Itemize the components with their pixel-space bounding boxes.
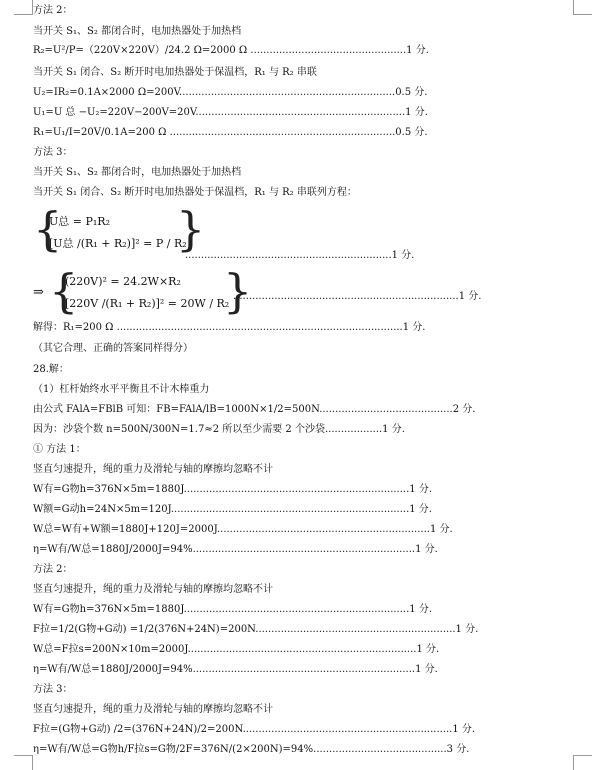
equation-system-1: [33, 202, 573, 261]
text-line: W有=G物h=376N×5m=1880J.......................................................................1 分.: [33, 604, 432, 615]
text-line: 竖直匀速提升，绳的重力及滑轮与轴的摩擦均忽略不计: [33, 584, 273, 595]
text-line: 方法 3：: [33, 684, 73, 695]
text-line: 方法 2：: [33, 564, 73, 575]
left-brace-icon: {: [49, 264, 79, 318]
text-line: ① 方法 1：: [33, 444, 86, 455]
page-corner-mark-top-right: [573, 0, 592, 15]
text-line: 当开关 S₁、S₂ 都闭合时，电加热器处于加热档: [33, 167, 242, 178]
text-line: 方法 3：: [33, 147, 73, 158]
text-line: W总=F拉s=200N×10m=2000J........................................................................1 分.: [33, 644, 440, 655]
text-line: 因为：沙袋个数 n=500N/300N=1.7≈2 所以至少需要 2 个沙袋..................1 分.: [33, 424, 405, 435]
text-line: 竖直匀速提升，绳的重力及滑轮与轴的摩擦均忽略不计: [33, 464, 273, 475]
text-line: （1）杠杆始终水平平衡且不计木棒重力: [33, 384, 210, 395]
text-line: η=W有/W总=1880J/2000J=94%......................................................................1 分.: [33, 664, 438, 675]
text-line: 当开关 S₁、S₂ 都闭合时，电加热器处于加热档: [33, 26, 242, 37]
equation-row: (220V)² = 24.2W×R₂: [65, 275, 181, 288]
text-line: η=W有/W总=1880J/2000J=94%......................................................................1 分.: [33, 544, 438, 555]
text-line: η=W有/W总=G物h/F拉s=G物/2F=376N/(2×200N)=94%..........................................3 分.: [33, 744, 470, 755]
text-line: R₁=U₁/I=20V/0.1A=200 Ω .......................................................................0.5 分.: [33, 127, 428, 138]
equation-system-2: [33, 264, 573, 320]
text-line: 28.解：: [33, 364, 69, 375]
score-dots: .................................................................1 分.: [185, 250, 415, 261]
left-brace-icon: {: [33, 202, 63, 256]
text-line: R₂=U²/P=（220V×220V）/24.2 Ω=2000 Ω .................................................1 分.: [33, 45, 429, 56]
text-line: 解得：R₁=200 Ω ..........................................................................................1 分.: [33, 322, 426, 333]
text-line: U₂=IR₂=0.1A×2000 Ω=200V....................................................................0.5 分.: [33, 87, 428, 98]
text-line: 竖直匀速提升，绳的重力及滑轮与轴的摩擦均忽略不计: [33, 704, 273, 715]
text-line: W额=G动h=24N×5m=120J...........................................................................1 分.: [33, 504, 432, 515]
text-line: 当开关 S₁ 闭合、S₂ 断开时电加热器处于保温档，R₁ 与 R₂ 串联: [33, 67, 317, 78]
page-corner-mark-bottom-right: [573, 755, 592, 770]
text-line: U₁=U 总 −U₂=220V−200V=20V..................................................................1 分.: [33, 107, 428, 118]
page-corner-mark-bottom-left: [14, 755, 33, 770]
text-line: 方法 2：: [33, 5, 73, 16]
text-line: （其它合理、正确的答案同样得分）: [33, 343, 193, 354]
page-corner-mark-top-left: [14, 0, 33, 15]
score-dots: .......................................................................1 分.: [233, 291, 482, 302]
text-line: F拉=(G物+G动) /2=(376N+24N)/2=200N..................................................................1 分.: [33, 724, 476, 735]
text-line: 由公式 FAlA=FBlB 可知：FB=FAlA/lB=1000N×1/2=500N..........................................2 分.: [33, 404, 476, 415]
right-brace-icon: }: [176, 202, 206, 256]
text-line: F拉=1/2(G物+G动) =1/2(376N+24N)=200N...............................................................1 分.: [33, 624, 479, 635]
right-brace-icon: }: [223, 264, 253, 318]
equation-row: U总 = P₁R₂: [49, 215, 110, 228]
text-line: 当开关 S₁ 闭合、S₂ 断开时电加热器处于保温档，R₁ 与 R₂ 串联列方程：: [33, 187, 357, 198]
text-line: W有=G物h=376N×5m=1880J.......................................................................1 分.: [33, 484, 432, 495]
text-line: W总=W有+W额=1880J+120J=2000J...................................................................1 分.: [33, 524, 453, 535]
implies-arrow-icon: ⇒: [33, 285, 44, 300]
equation-row: [220V /(R₁ + R₂)]² = 20W / R₂: [65, 297, 230, 310]
equation-row: [U总 /(R₁ + R₂)]² = P / R₂: [49, 237, 187, 250]
